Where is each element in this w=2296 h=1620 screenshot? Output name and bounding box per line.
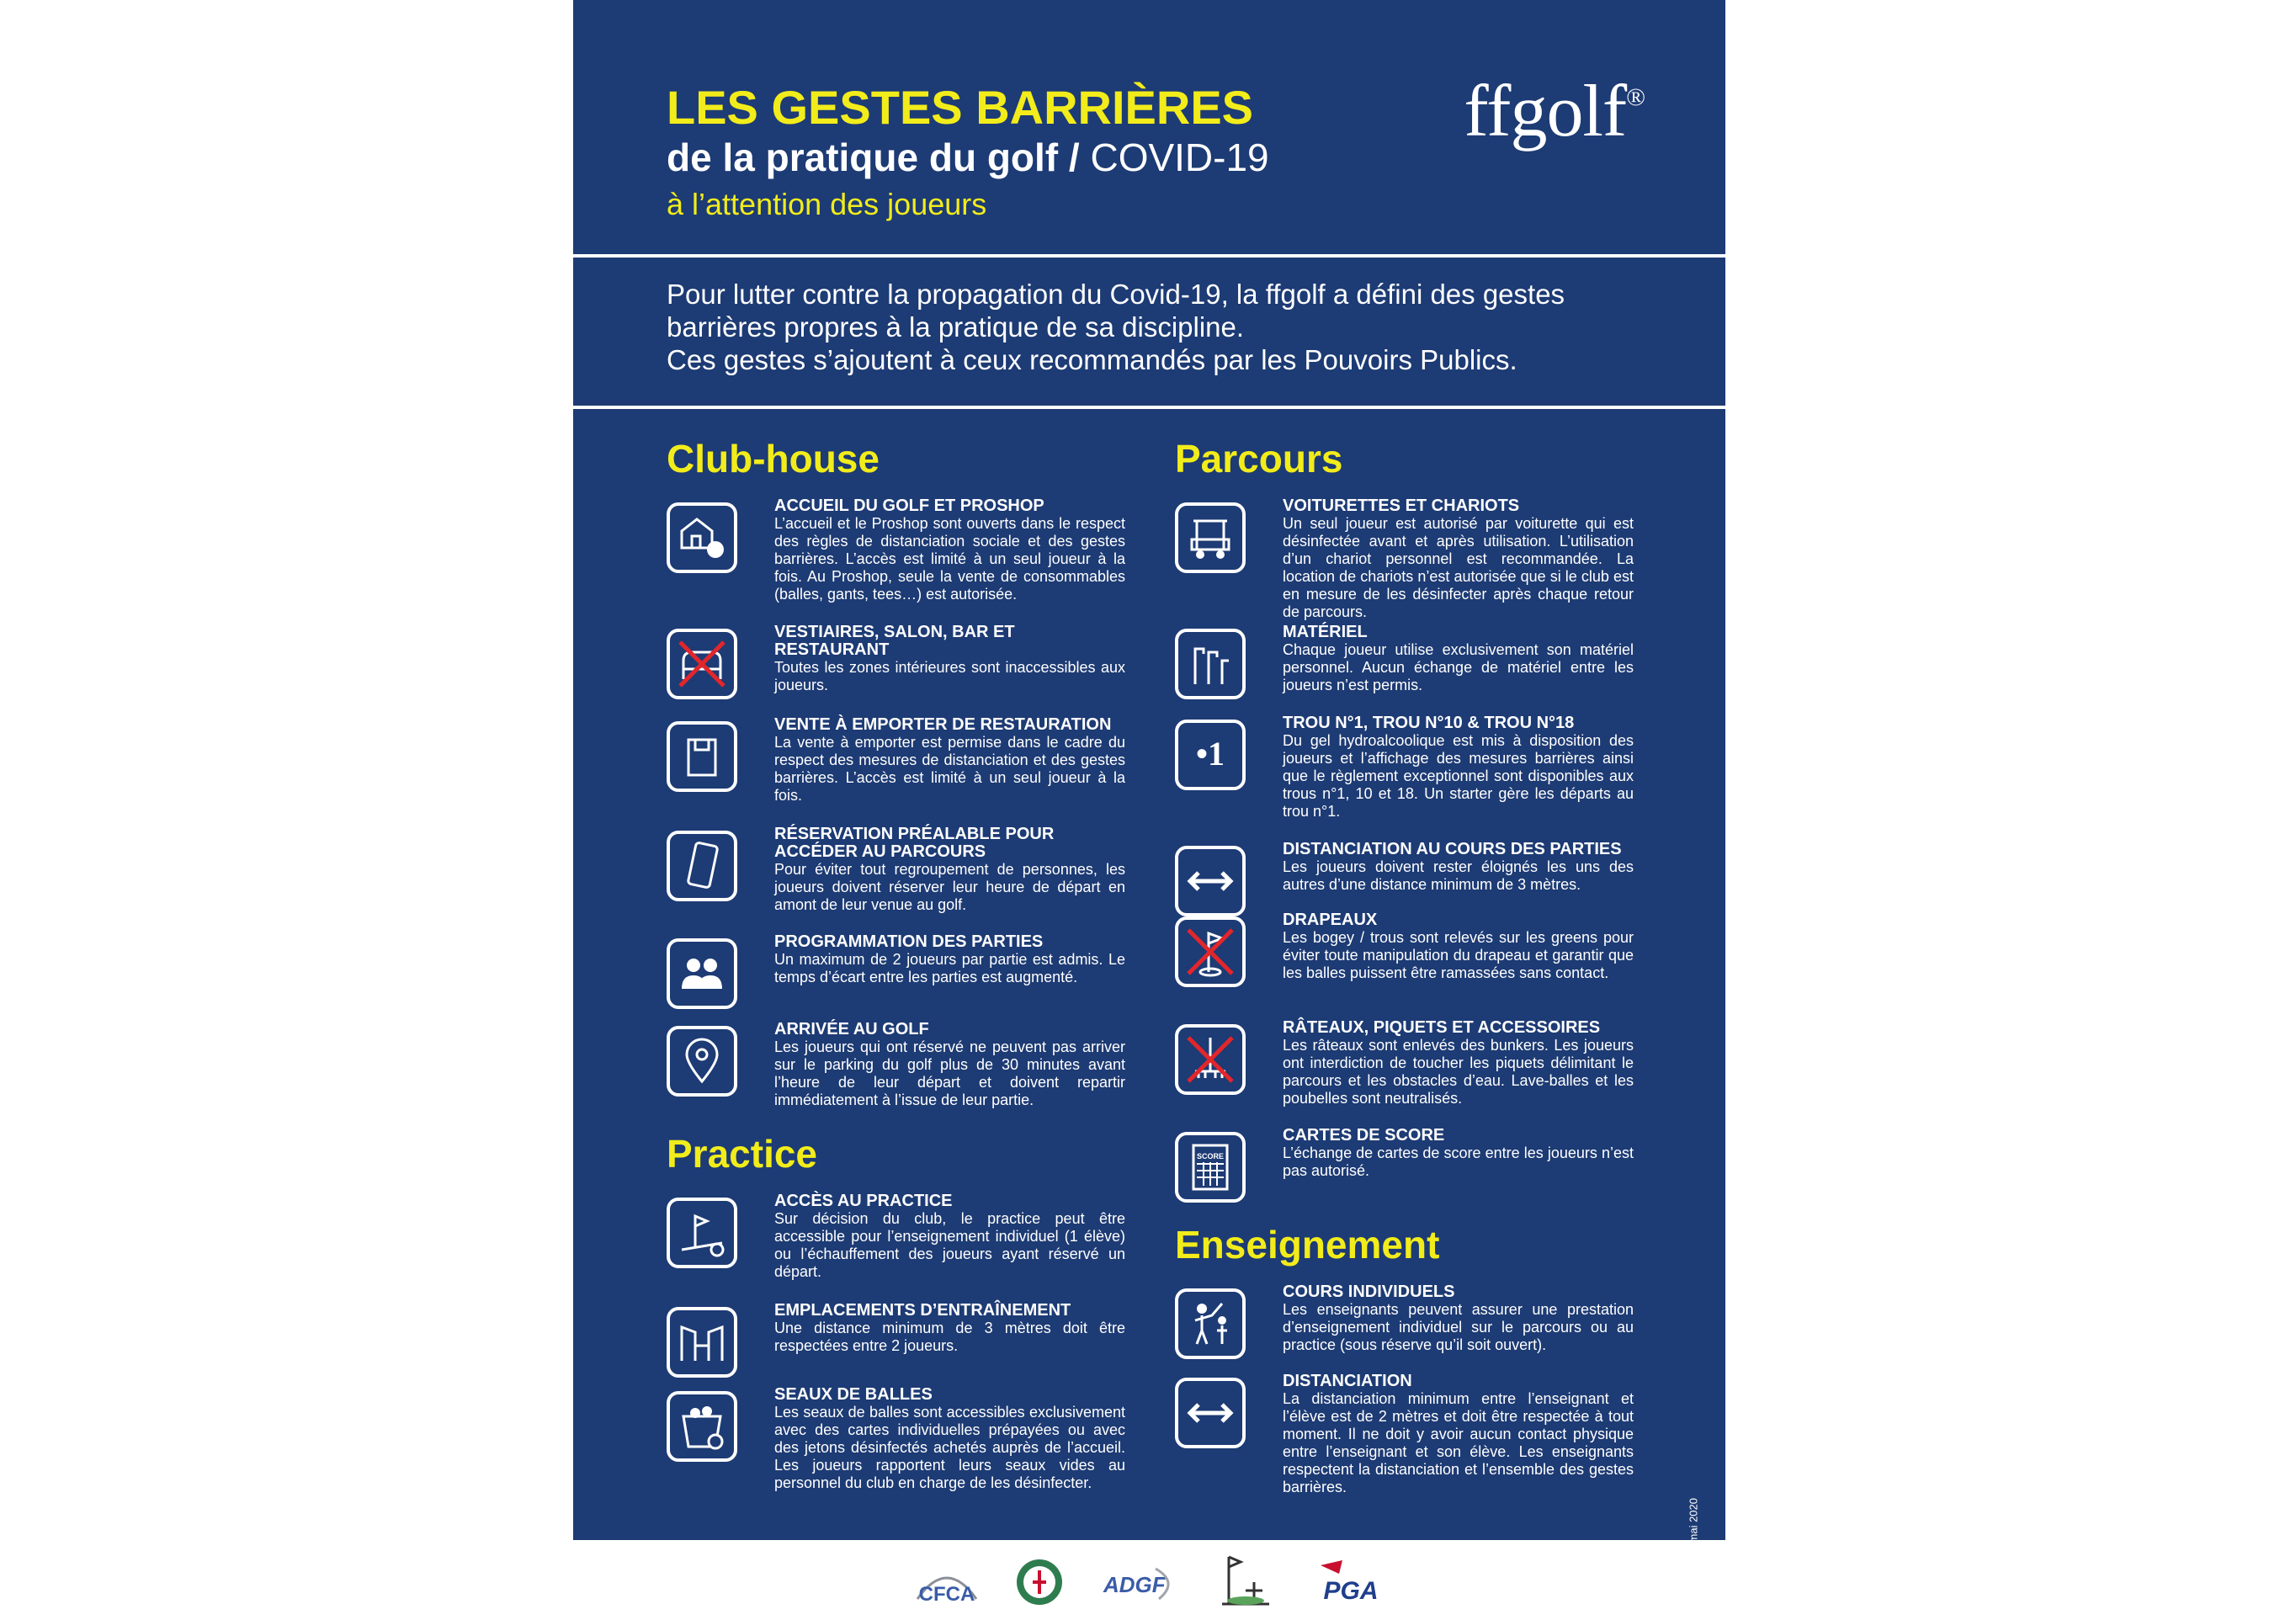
item-title: PROGRAMMATION DES PARTIES (774, 932, 1044, 951)
takeaway-bag-icon (667, 721, 737, 792)
item-programmation (667, 933, 1125, 1021)
section-title-parcours: Parcours (1175, 437, 1343, 481)
item-title: TROU N°1, TROU N°10 & TROU N°18 (1283, 714, 1575, 732)
item-accueil (667, 497, 1125, 624)
item-title: VESTIAIRES, SALON, BAR ET RESTAURANT (774, 623, 1015, 659)
rake-crossed-icon (1175, 1024, 1246, 1095)
item-title: ACCUEIL DU GOLF ET PROSHOP (774, 497, 1044, 515)
item-text: La distanciation minimum entre l’enseignant et l’élève est de 2 mètres et doit être respectée à tout moment. Il ne doit y avoir aucun contact physique entre l’enseignant et son élève. Les enseignants respectent la distanciation et l’ensemble des gestes barrières. (1283, 1390, 1634, 1495)
item-title: MATÉRIEL (1283, 623, 1368, 641)
item-text: Les râteaux sont enlevés des bunkers. Les joueurs ont interdiction de toucher les piquets délimitant le parcours et les obstacles d’eau. Lave-balles et les poubelles sont neutralisés. (1283, 1037, 1634, 1107)
title-line2-covid: COVID-19 (1090, 135, 1269, 179)
main-title: LES GESTES BARRIÈRES (667, 81, 1254, 134)
item-rateaux (1175, 1019, 1634, 1127)
item-text: Les bogey / trous sont relevés sur les greens pour éviter toute manipulation du drapeau et garantir que les balles puissent être ramassées sans contact. (1283, 929, 1634, 981)
distance-arrows-icon (1175, 846, 1246, 916)
house-icon (667, 502, 737, 573)
hole-number-icon (1175, 720, 1246, 790)
training-bays-icon (667, 1307, 737, 1378)
item-cartes-score (1175, 1127, 1634, 1219)
logo-text: ffgolf (1464, 71, 1627, 152)
item-text: Les joueurs qui ont réservé ne peuvent pas arriver sur le parking du golf plus de 30 minutes avant l’heure de leur départ et doivent repartir immédiatement à l’issue de leur partie. (774, 1038, 1125, 1108)
item-title: DISTANCIATION AU COURS DES PARTIES (1283, 840, 1622, 858)
partner-adgf-text: ADGF (1103, 1572, 1166, 1597)
partner-logo-cfca (909, 1548, 985, 1616)
distance-arrows-icon (1175, 1378, 1246, 1448)
intro-text (667, 278, 1634, 376)
item-text: Toutes les zones intérieures sont inaccessibles aux joueurs. (774, 659, 1125, 693)
intro-line3: Ces gestes s’ajoutent à ceux recommandés par les Pouvoirs Publics. (667, 344, 1517, 375)
item-reservation (667, 826, 1125, 933)
title-line2-bold: de la pratique du golf / (667, 135, 1080, 179)
golf-teacher-icon (1175, 1288, 1246, 1359)
subtitle: à l’attention des joueurs (667, 187, 987, 221)
partner-logo-greenkeeper (1212, 1548, 1279, 1616)
ball-bucket-icon (667, 1391, 737, 1462)
item-title: VOITURETTES ET CHARIOTS (1283, 497, 1520, 515)
item-text: Pour éviter tout regroupement de personnes, les joueurs doivent réserver leur heure de départ en amont de leur venue au golf. (774, 861, 1125, 913)
section-title-enseignement: Enseignement (1175, 1223, 1440, 1267)
item-title: CARTES DE SCORE (1283, 1126, 1445, 1145)
item-acces-practice (667, 1192, 1125, 1302)
item-title: RÉSERVATION PRÉALABLE POUR ACCÉDER AU PARCOURS (774, 825, 1055, 861)
section-title-practice: Practice (667, 1132, 818, 1176)
partner-logo-pga (1309, 1548, 1393, 1616)
item-text: Les enseignants peuvent assurer une prestation d’enseignement individuel sur le parcours ou au practice (sous réserve qu’il soit ouvert). (1283, 1301, 1634, 1353)
item-title: ACCÈS AU PRACTICE (774, 1192, 953, 1210)
title-line2 (667, 133, 1269, 182)
item-title: ARRIVÉE AU GOLF (774, 1020, 929, 1038)
item-text: L’accueil et le Proshop sont ouverts dans le respect des règles de distanciation sociale et des gestes barrières. L’accès est limité à un seul joueur à la fois. Au Proshop, seule la vente de consommables (balles, gants, tees…) est autorisée. (774, 515, 1125, 603)
armchair-crossed-icon (667, 629, 737, 699)
scorecard-icon (1175, 1132, 1246, 1203)
item-text: Chaque joueur utilise exclusivement son matériel personnel. Aucun échange de matériel entre les joueurs n’est permis. (1283, 641, 1634, 693)
item-materiel (1175, 624, 1634, 714)
left-column (667, 433, 1125, 1512)
item-title: SEAUX DE BALLES (774, 1385, 933, 1404)
section-title-clubhouse: Club-house (667, 437, 880, 481)
partner-logos (909, 1548, 1397, 1616)
hole-number-label: •1 (1195, 735, 1225, 773)
logo-mark-icon: ® (1626, 82, 1645, 111)
partner-pga-text: PGA (1323, 1577, 1379, 1605)
header (667, 82, 1269, 227)
golf-clubs-icon (1175, 629, 1246, 699)
item-text: Les joueurs doivent rester éloignés les uns des autres d’une distance minimum de 3 mètres. (1283, 858, 1634, 893)
copyright: ©ffgolf - mai 2020 (1687, 1498, 1700, 1585)
scorecard-label: SCORE (1196, 1152, 1225, 1161)
item-text: Une distance minimum de 3 mètres doit être respectées entre 2 joueurs. (774, 1320, 1125, 1354)
smartphone-icon (667, 831, 737, 901)
partner-logo-adgf (1098, 1548, 1183, 1616)
item-text: Un maximum de 2 joueurs par partie est admis. Le temps d’écart entre les parties est augmenté. (774, 951, 1125, 985)
partner-logo-emblem (1014, 1548, 1065, 1616)
item-text: Du gel hydroalcoolique est mis à disposition des joueurs et l’affichage des mesures barrières ainsi que le règlement exceptionnel sont disponibles aux trous n°1, 10 et 18. Un starter gère les départs au trou n°1. (1283, 732, 1634, 820)
item-trous (1175, 714, 1634, 841)
item-title: VENTE À EMPORTER DE RESTAURATION (774, 715, 1112, 734)
item-text: Sur décision du club, le practice peut être accessible pour l’enseignement individuel (1 élève) ou l’échauffement des joueurs ayant réservé un départ. (774, 1210, 1125, 1280)
right-column (1175, 433, 1634, 1499)
divider-middle (573, 406, 1725, 409)
divider-top (573, 254, 1725, 258)
item-text: Un seul joueur est autorisé par voiturette qui est désinfectée avant et après utilisation. L’utilisation d’un chariot personnel est recommandée. La location de chariots n’est autorisée que si le club est en mesure de les désinfecter après chaque retour de parcours. (1283, 515, 1634, 620)
item-cours-individuels (1175, 1283, 1634, 1373)
item-text: Les seaux de balles sont accessibles exclusivement avec des cartes individuelles prépayées ou avec des jetons désinfectés achetés auprès de l’accueil. Les joueurs rapportent leurs seaux vides au personnel du club en charge de les désinfecter. (774, 1404, 1125, 1491)
item-title: RÂTEAUX, PIQUETS ET ACCESSOIRES (1283, 1018, 1601, 1037)
ffgolf-logo (1464, 69, 1645, 154)
item-emplacements (667, 1302, 1125, 1386)
intro-line1: Pour lutter contre la propagation du Covid-19, la ffgolf a défini des gestes (667, 279, 1565, 310)
item-title: DISTANCIATION (1283, 1372, 1412, 1390)
group-people-icon (667, 938, 737, 1009)
item-arrivee (667, 1021, 1125, 1129)
intro-line2: barrières propres à la pratique de sa discipline. (667, 311, 1245, 343)
item-vestiaires (667, 624, 1125, 716)
item-title: COURS INDIVIDUELS (1283, 1283, 1455, 1301)
partner-cfca-text: CFCA (918, 1583, 975, 1606)
golf-cart-icon (1175, 502, 1246, 573)
location-pin-icon (667, 1026, 737, 1097)
flag-crossed-icon (1175, 916, 1246, 987)
item-vente (667, 716, 1125, 826)
practice-flag-icon (667, 1198, 737, 1268)
item-seaux (667, 1386, 1125, 1512)
item-drapeaux (1175, 911, 1634, 1019)
item-text: L’échange de cartes de score entre les joueurs n’est pas autorisé. (1283, 1145, 1634, 1179)
item-voiturettes (1175, 497, 1634, 624)
item-distanciation-enseignement (1175, 1373, 1634, 1499)
item-text: La vente à emporter est permise dans le cadre du respect des mesures de distanciation et des gestes barrières. L’accès est limité à un seul joueur à la fois. (774, 734, 1125, 804)
item-distanciation-parties (1175, 841, 1634, 911)
item-title: EMPLACEMENTS D’ENTRAÎNEMENT (774, 1301, 1071, 1320)
item-title: DRAPEAUX (1283, 911, 1378, 929)
